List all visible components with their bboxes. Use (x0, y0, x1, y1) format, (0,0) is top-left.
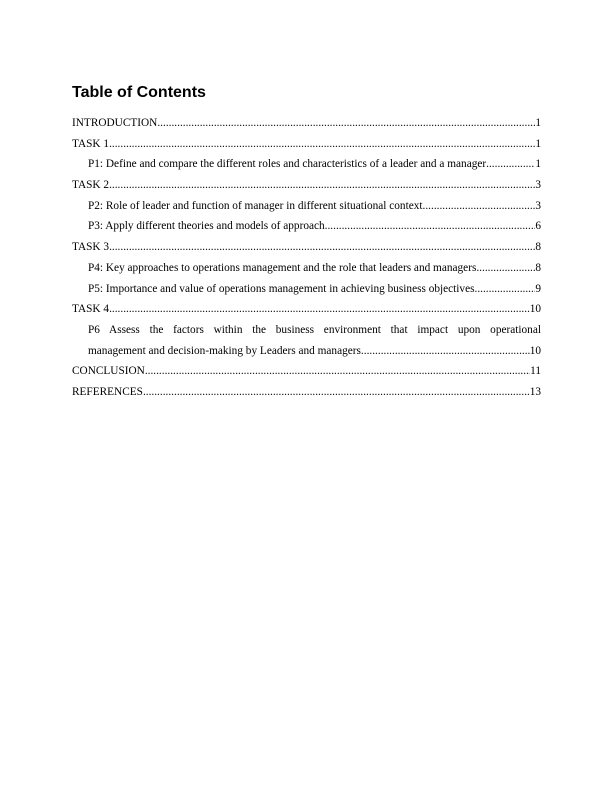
toc-leader-dots (361, 341, 530, 362)
toc-entry-text: TASK 1 (72, 137, 110, 150)
toc-entry-p1[interactable] (72, 154, 541, 175)
toc-entry-page: 6 (535, 220, 541, 233)
toc-leader-dots (109, 134, 535, 155)
toc-entry-p6[interactable] (72, 320, 541, 361)
toc-title: Table of Contents (72, 84, 206, 101)
toc-entry-page: 8 (535, 261, 541, 274)
toc-entry-text: TASK 2 (72, 179, 110, 192)
toc-leader-dots (475, 279, 536, 300)
toc-entry-page: 3 (535, 179, 541, 192)
toc-entry-task-1[interactable] (72, 134, 541, 155)
table-of-contents (72, 113, 541, 403)
toc-leader-dots (109, 299, 530, 320)
toc-entry-page: 11 (530, 365, 541, 378)
toc-entry-page: 13 (529, 385, 541, 398)
toc-leader-dots (143, 382, 530, 403)
toc-entry-text: P3: Apply different theories and models of approach (88, 220, 325, 233)
toc-entry-text: P1: Define and compare the different roles and characteristics of a leader and a manager (88, 158, 487, 171)
toc-entry-text-line2: management and decision-making by Leaders and managers (88, 344, 361, 357)
toc-entry-task-4[interactable] (72, 299, 541, 320)
toc-leader-dots (109, 237, 535, 258)
toc-entry-p5[interactable] (72, 279, 541, 300)
toc-entry-text: REFERENCES (72, 385, 143, 398)
toc-entry-page: 8 (535, 241, 541, 254)
toc-entry-text: TASK 3 (72, 241, 110, 254)
toc-entry-text: P2: Role of leader and function of manager in different situational context. (88, 199, 426, 212)
toc-entry-page: 3 (535, 199, 541, 212)
toc-entry-page: 9 (535, 282, 541, 295)
toc-entry-page: 10 (529, 344, 541, 357)
toc-leader-dots (109, 175, 535, 196)
toc-entry-introduction[interactable] (72, 113, 541, 134)
toc-entry-task-2[interactable] (72, 175, 541, 196)
toc-entry-page: 1 (535, 137, 541, 150)
toc-leader-dots (157, 113, 535, 134)
toc-entry-page: 10 (529, 303, 541, 316)
toc-entry-task-3[interactable] (72, 237, 541, 258)
toc-leader-dots (325, 216, 536, 237)
toc-entry-page: 1 (535, 158, 541, 171)
toc-entry-p2[interactable] (72, 196, 541, 217)
toc-entry-p4[interactable] (72, 258, 541, 279)
toc-leader-dots (486, 154, 535, 175)
toc-entry-text: INTRODUCTION (72, 117, 158, 129)
toc-entry-text: CONCLUSION (72, 365, 145, 378)
toc-entry-text: P4: Key approaches to operations management and the role that leaders and managers (88, 261, 477, 274)
toc-entry-conclusion[interactable] (72, 361, 541, 382)
toc-entry-text-line1: P6 Assess the factors within the business environment that impact upon operational (88, 323, 541, 336)
toc-entry-p3[interactable] (72, 216, 541, 237)
toc-entry-text: P5: Importance and value of operations management in achieving business objectives (88, 282, 475, 295)
toc-entry-page: 1 (535, 117, 541, 129)
toc-leader-dots (145, 361, 530, 382)
toc-leader-dots (425, 196, 535, 217)
toc-leader-dots (476, 258, 535, 279)
toc-entry-references[interactable] (72, 382, 541, 403)
toc-entry-text: TASK 4 (72, 303, 110, 316)
